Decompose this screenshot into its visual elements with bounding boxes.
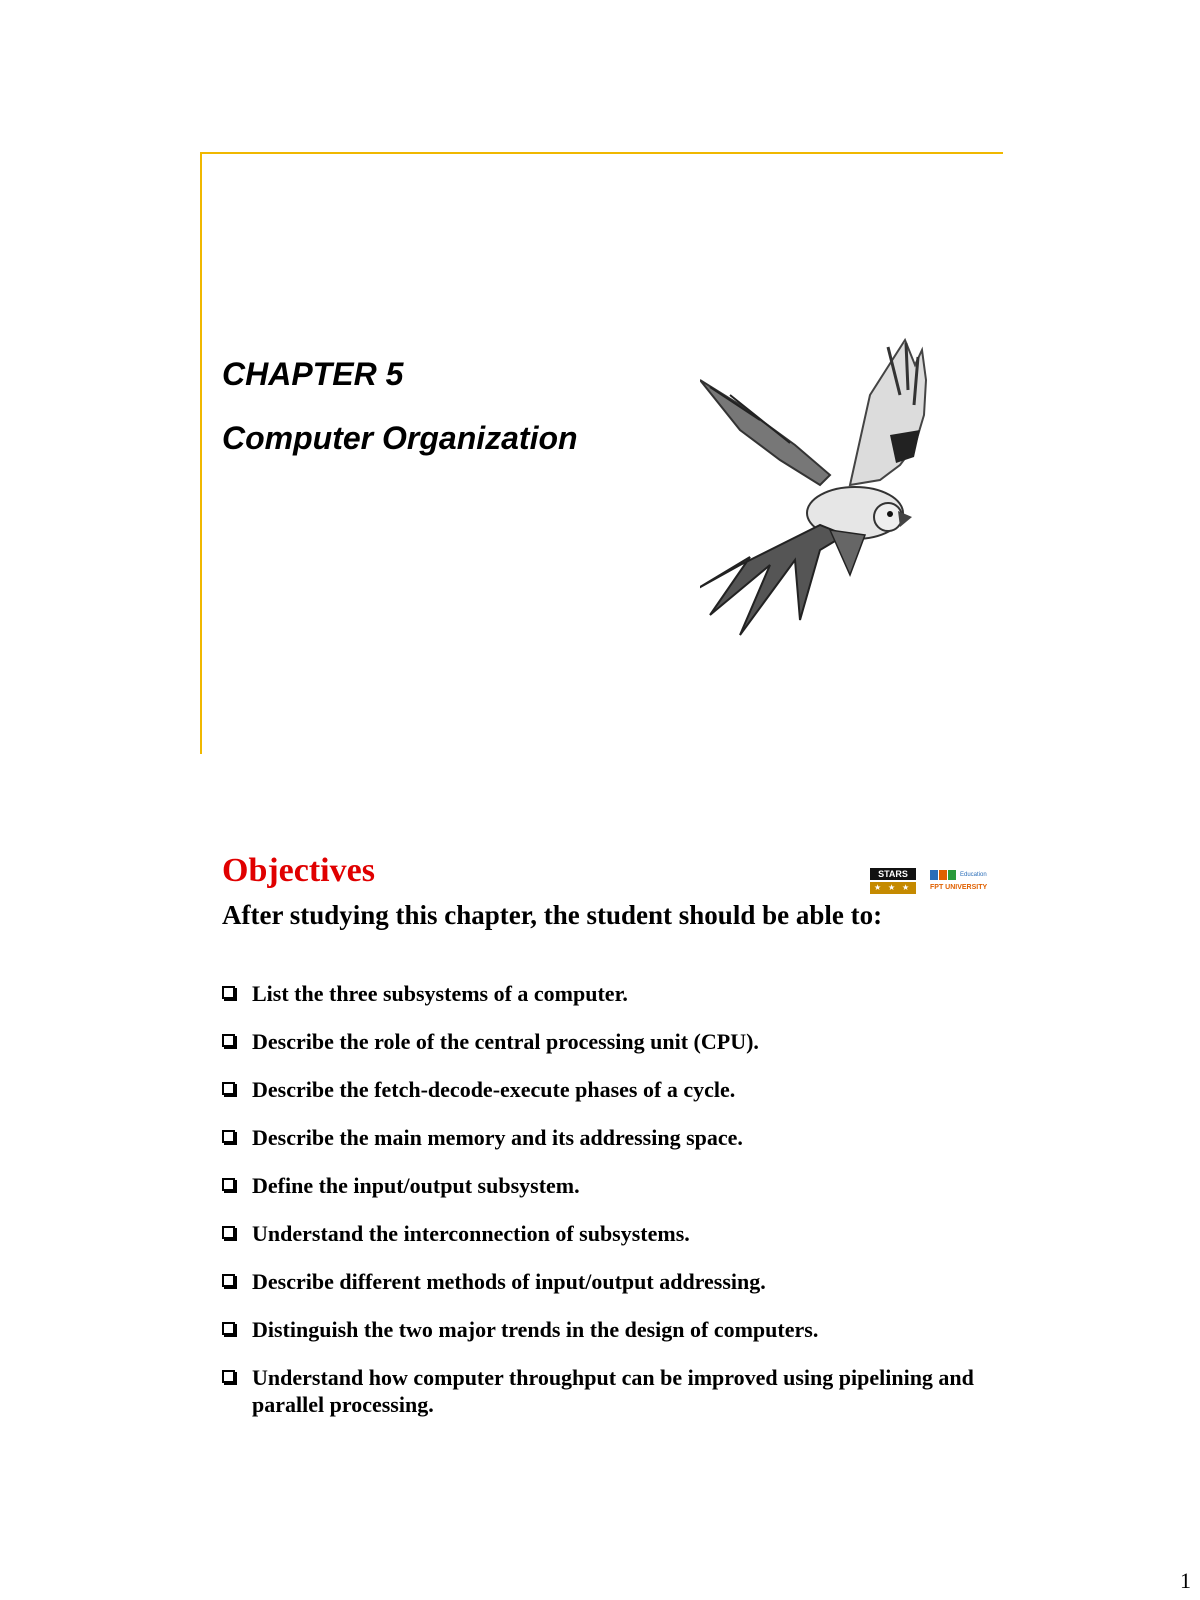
checkbox-icon [222, 1370, 235, 1383]
objectives-slide [0, 800, 1200, 1600]
stars-logo [870, 868, 916, 894]
objective-text: Describe the fetch-decode-execute phases of a cycle. [252, 1077, 736, 1102]
fpt-university-text: FPT UNIVERSITY [930, 884, 988, 891]
objectives-heading: Objectives [222, 852, 375, 889]
checkbox-icon [222, 1034, 235, 1047]
fpt-logo-blue-bar [930, 870, 938, 880]
slide-frame-left [200, 152, 202, 754]
fpt-logo-small-text: Education [960, 872, 987, 878]
objective-text: Distinguish the two major trends in the design of computers. [252, 1317, 819, 1342]
fpt-logo-orange-bar [939, 870, 947, 880]
objective-item [222, 1076, 982, 1103]
fpt-logo [930, 868, 995, 894]
title-slide [0, 0, 1200, 760]
objective-item [222, 1172, 982, 1199]
objective-item [222, 1364, 982, 1418]
objective-text: Describe the role of the central processing unit (CPU). [252, 1029, 759, 1054]
objective-text: Describe the main memory and its addressing space. [252, 1125, 743, 1150]
objective-text: Understand the interconnection of subsystems. [252, 1221, 690, 1246]
objective-item [222, 1028, 982, 1055]
slide-frame-top [200, 152, 1003, 154]
objective-item [222, 1268, 982, 1295]
objective-item [222, 1220, 982, 1247]
objective-item [222, 1316, 982, 1343]
objectives-list [222, 980, 982, 1439]
checkbox-icon [222, 1274, 235, 1287]
checkbox-icon [222, 1178, 235, 1191]
objective-item [222, 1124, 982, 1151]
stars-logo-text: STARS [870, 868, 916, 880]
page-number: 1 [1180, 1568, 1191, 1593]
checkbox-icon [222, 1226, 235, 1239]
objectives-intro: After studying this chapter, the student should be able to: [222, 900, 883, 930]
parrot-illustration [700, 335, 960, 645]
partner-logos [870, 868, 995, 896]
star-icon: ★ [888, 883, 896, 892]
chapter-label: CHAPTER 5 [222, 356, 404, 392]
star-icon: ★ [902, 883, 910, 892]
checkbox-icon [222, 1130, 235, 1143]
objective-text: Define the input/output subsystem. [252, 1173, 580, 1198]
checkbox-icon [222, 1322, 235, 1335]
objective-item [222, 980, 982, 1007]
fpt-logo-green-bar [948, 870, 956, 880]
objective-text: Describe different methods of input/output addressing. [252, 1269, 766, 1294]
star-icon: ★ [874, 883, 882, 892]
objective-text: Understand how computer throughput can be improved using pipelining and parallel processing. [252, 1365, 974, 1417]
checkbox-icon [222, 986, 235, 999]
checkbox-icon [222, 1082, 235, 1095]
chapter-title: Computer Organization [222, 420, 578, 456]
objective-text: List the three subsystems of a computer. [252, 981, 628, 1006]
